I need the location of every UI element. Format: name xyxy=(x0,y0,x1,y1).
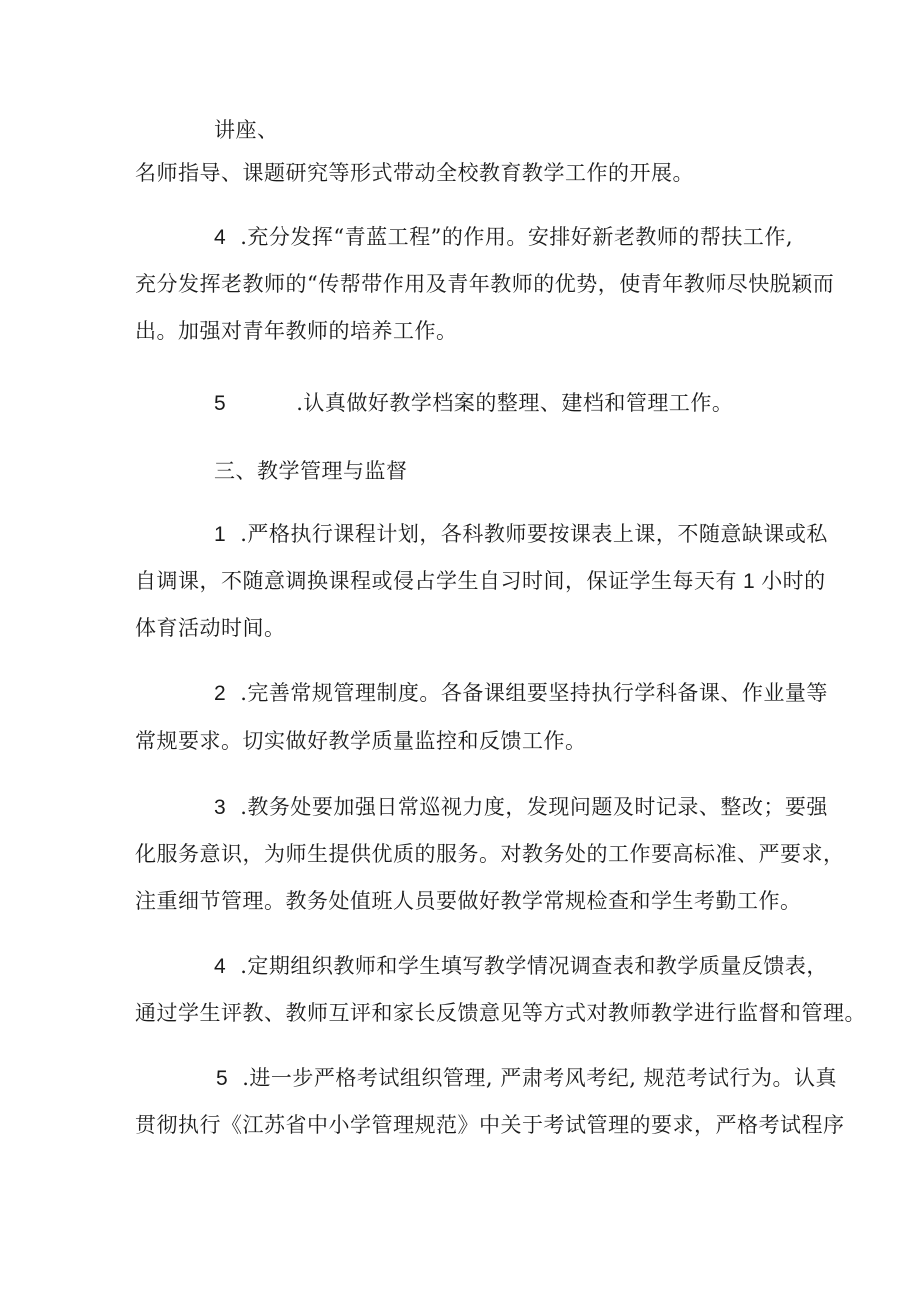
line-text: .教务处要加强日常巡视力度，发现问题及时记录、整改；要强 xyxy=(240,795,828,819)
text-line xyxy=(135,615,286,641)
text-line xyxy=(135,888,802,914)
item-number: 5 xyxy=(216,1067,229,1090)
line-text: 常规要求。切实做好教学质量监控和反馈工作。 xyxy=(135,729,587,753)
line-text: .认真做好教学档案的整理、建档和管理工作。 xyxy=(296,391,734,415)
item-number: 1 xyxy=(214,523,227,546)
line-text: 出。加强对青年教师的培养工作。 xyxy=(135,319,458,343)
line-text: .完善常规管理制度。各备课组要坚持执行学科备课、作业量等 xyxy=(240,681,828,705)
item-number: 3 xyxy=(214,796,227,819)
text-line xyxy=(135,271,834,297)
text-line xyxy=(135,1000,866,1026)
line-text: 讲座、 xyxy=(214,118,279,142)
line-text: 名师指导、课题研究等形式带动全校教育教学工作的开展。 xyxy=(135,161,694,185)
line-text: .进一步严格考试组织管理, 严肃考风考纪, 规范考试行为。认真 xyxy=(242,1066,838,1090)
line-text: .充分发挥“青蓝工程”的作用。安排好新老教师的帮扶工作, xyxy=(240,225,794,249)
line-text: 自调课，不随意调换课程或侵占学生自习时间，保证学生每天有 xyxy=(135,569,737,593)
text-line xyxy=(214,521,828,548)
line-text: .严格执行课程计划，各科教师要按课表上课，不随意缺课或私 xyxy=(240,522,828,546)
line-text: 小时的 xyxy=(761,569,826,593)
text-line xyxy=(214,390,733,417)
line-text: .定期组织教师和学生填写教学情况调查表和教学质量反馈表， xyxy=(240,954,828,978)
text-line xyxy=(135,568,826,595)
text-line xyxy=(135,1112,845,1138)
text-line xyxy=(135,728,587,754)
item-number: 2 xyxy=(214,682,227,705)
text-line xyxy=(214,953,828,980)
text-line xyxy=(214,680,828,707)
text-line xyxy=(135,160,694,186)
line-text: 贯彻执行《江苏省中小学管理规范》中关于考试管理的要求，严格考试程序 xyxy=(135,1113,845,1137)
text-line xyxy=(214,794,828,821)
line-text: 注重细节管理。教务处值班人员要做好教学常规检查和学生考勤工作。 xyxy=(135,889,802,913)
text-line xyxy=(135,841,845,867)
line-text: 化服务意识，为师生提供优质的服务。对教务处的工作要高标准、严要求， xyxy=(135,842,845,866)
inline-number: 1 xyxy=(743,570,756,593)
heading-text: 三、教学管理与监督 xyxy=(214,459,408,483)
text-line xyxy=(216,1065,837,1092)
line-text: 通过学生评教、教师互评和家长反馈意见等方式对教师教学进行监督和管理。 xyxy=(135,1001,866,1025)
item-number: 4 xyxy=(214,955,227,978)
section-heading xyxy=(214,458,408,484)
line-text: 充分发挥老教师的“传帮带作用及青年教师的优势，使青年教师尽快脱颖而 xyxy=(135,272,835,296)
text-line xyxy=(214,117,279,143)
text-line xyxy=(135,318,458,344)
item-number: 5 xyxy=(214,392,227,415)
item-number: 4 xyxy=(214,226,227,249)
text-line xyxy=(214,224,793,251)
line-text: 体育活动时间。 xyxy=(135,616,286,640)
